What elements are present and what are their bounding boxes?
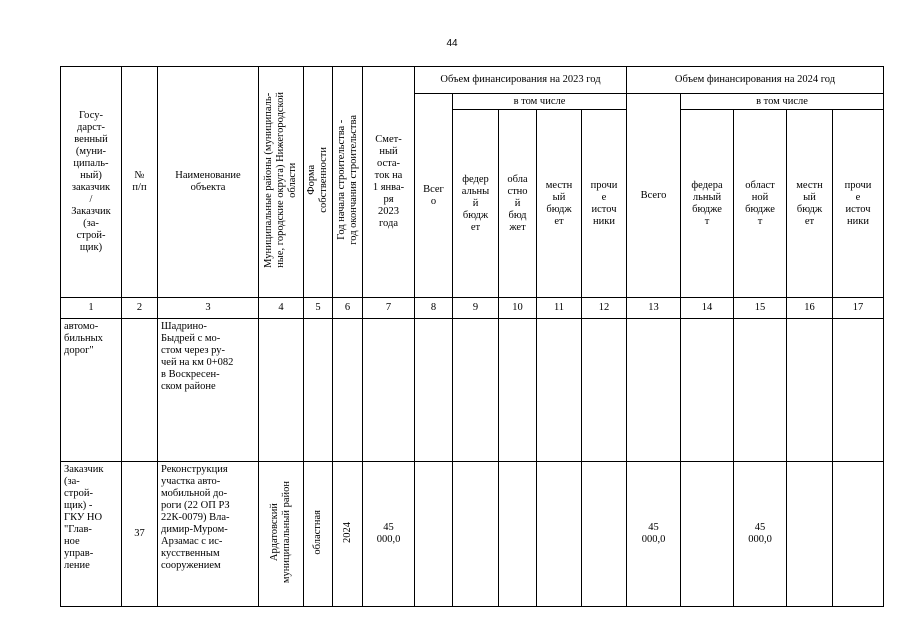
cell-district xyxy=(259,319,304,462)
table-row xyxy=(61,462,884,607)
column-number: 14 xyxy=(681,298,734,319)
cell-federal-2024 xyxy=(681,462,734,607)
column-number: 16 xyxy=(787,298,833,319)
column-number: 15 xyxy=(734,298,787,319)
column-number: 5 xyxy=(304,298,333,319)
cell-estimated-balance: 45 000,0 xyxy=(363,462,415,607)
cell-other-2023 xyxy=(582,319,627,462)
column-number: 12 xyxy=(582,298,627,319)
header-including-2023: в том числе xyxy=(453,94,627,110)
column-number: 4 xyxy=(259,298,304,319)
header-total-2024: Всего xyxy=(627,94,681,298)
cell-customer: Заказчик (за- строй- щик) - ГКУ НО "Глав- ное управ- ление xyxy=(61,462,122,607)
cell-other-2023 xyxy=(582,462,627,607)
cell-local-2023 xyxy=(537,462,582,607)
cell-district xyxy=(259,462,304,607)
page-number: 44 xyxy=(446,38,458,49)
header-regional-2023: обла стно й бюд жет xyxy=(499,110,537,298)
column-number: 13 xyxy=(627,298,681,319)
column-number: 2 xyxy=(122,298,158,319)
cell-district-text: Ардатовский муниципальный район xyxy=(269,480,292,584)
column-number: 9 xyxy=(453,298,499,319)
header-index: № п/п xyxy=(122,67,158,298)
header-years xyxy=(333,67,363,298)
column-number: 1 xyxy=(61,298,122,319)
cell-regional-2023 xyxy=(499,462,537,607)
cell-estimated-balance xyxy=(363,319,415,462)
cell-federal-2024 xyxy=(681,319,734,462)
column-number: 3 xyxy=(158,298,259,319)
cell-ownership xyxy=(304,462,333,607)
cell-federal-2023 xyxy=(453,462,499,607)
cell-years-text: 2024 xyxy=(341,521,353,543)
column-number: 17 xyxy=(833,298,884,319)
column-number: 7 xyxy=(363,298,415,319)
cell-total-2023 xyxy=(415,319,453,462)
cell-total-2023 xyxy=(415,462,453,607)
cell-other-2024 xyxy=(833,462,884,607)
cell-local-2024 xyxy=(787,319,833,462)
cell-total-2024: 45 000,0 xyxy=(627,462,681,607)
cell-years xyxy=(333,319,363,462)
header-customer: Госу- дарст- венный (муни- ципаль- ный) заказчик / Заказчик (за- строй- щик) xyxy=(61,67,122,298)
header-total-2023: Всег о xyxy=(415,94,453,298)
column-number: 8 xyxy=(415,298,453,319)
header-districts xyxy=(259,67,304,298)
cell-object-name: Реконструкция участка авто- мобильной до- роги (22 ОП РЗ 22К-0079) Вла- димир-Муром- Арзамас с ис- кусственным сооружением xyxy=(158,462,259,607)
cell-customer: автомо- бильных дорог" xyxy=(61,319,122,462)
header-object-name: Наименование объекта xyxy=(158,67,259,298)
header-estimated-balance: Смет- ный оста- ток на 1 янва- ря 2023 года xyxy=(363,67,415,298)
cell-ownership-text: областная xyxy=(312,509,323,555)
header-districts-text: Муниципальные районы (муниципаль- ные, городские округа) Нижегородской области xyxy=(263,92,298,268)
cell-index xyxy=(122,319,158,462)
cell-years xyxy=(333,462,363,607)
cell-total-2024 xyxy=(627,319,681,462)
cell-other-2024 xyxy=(833,319,884,462)
header-ownership xyxy=(304,67,333,298)
cell-local-2024 xyxy=(787,462,833,607)
cell-index: 37 xyxy=(122,462,158,607)
header-funding-2024: Объем финансирования на 2024 год xyxy=(627,67,884,94)
cell-ownership xyxy=(304,319,333,462)
header-ownership-text: Форма собственности xyxy=(306,147,329,213)
column-number: 11 xyxy=(537,298,582,319)
column-number: 6 xyxy=(333,298,363,319)
table-row xyxy=(61,319,884,462)
column-number: 10 xyxy=(499,298,537,319)
header-funding-2023: Объем финансирования на 2023 год xyxy=(415,67,627,94)
header-including-2024: в том числе xyxy=(681,94,884,110)
header-other-2023: прочи е источ ники xyxy=(582,110,627,298)
budget-table xyxy=(60,66,884,607)
cell-regional-2024: 45 000,0 xyxy=(734,462,787,607)
header-local-2023: местн ый бюдж ет xyxy=(537,110,582,298)
cell-object-name: Шадрино- Быдрей с мо- стом через ру- чей на км 0+082 в Воскресен- ском районе xyxy=(158,319,259,462)
header-local-2024: местн ый бюдж ет xyxy=(787,110,833,298)
header-federal-2024: федера льный бюдже т xyxy=(681,110,734,298)
header-other-2024: прочи е источ ники xyxy=(833,110,884,298)
cell-local-2023 xyxy=(537,319,582,462)
cell-regional-2023 xyxy=(499,319,537,462)
header-federal-2023: федер альны й бюдж ет xyxy=(453,110,499,298)
cell-regional-2024 xyxy=(734,319,787,462)
cell-federal-2023 xyxy=(453,319,499,462)
header-years-text: Год начала строительства - год окончания строительства xyxy=(335,115,359,245)
header-regional-2024: област ной бюдже т xyxy=(734,110,787,298)
column-number-row xyxy=(61,298,884,319)
